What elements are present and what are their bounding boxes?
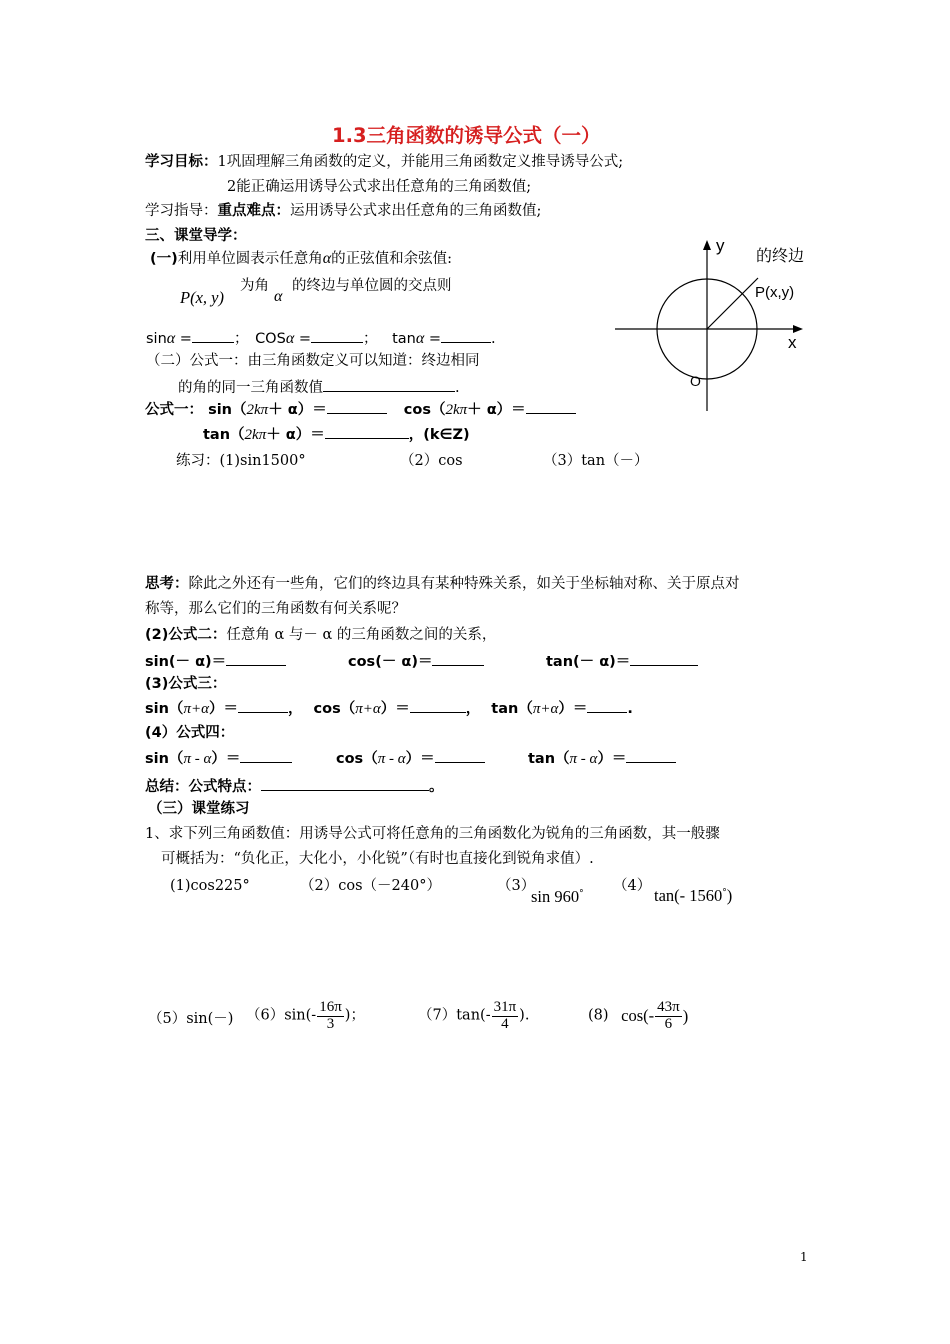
formula2-tan: tan(－ α)＝ [546, 652, 698, 671]
formula1-tan-blank [325, 425, 409, 439]
summary-line: 总结：公式特点： 。 [145, 779, 444, 795]
formula2-heading: (2)公式二：任意角 α 与－ α 的三角函数之间的关系， [145, 627, 497, 643]
origin-label: O [690, 373, 701, 389]
frac-43pi-6: $\frac{43\pi}{6}$ [657, 999, 680, 1032]
formula2-cos: cos(－ α)＝ [348, 652, 484, 671]
tan-blank [441, 329, 491, 343]
guide-label: 学习指导： [145, 203, 218, 219]
exercise-7: （7）tan(- $\frac{31\pi}{4}$ ). [418, 999, 530, 1032]
page-number: 1 [800, 1250, 808, 1264]
point-text-line [240, 278, 269, 295]
exercise-4: tan(- 1560°) [654, 886, 733, 905]
exercise-3: sin 960° [531, 887, 584, 906]
formula3-line: sin（π+α）＝ ， cos（π+α）＝ ， tan（π+α）＝ . [145, 701, 633, 717]
practice1-label: 练习：(1)sin1500° [176, 453, 306, 469]
practice1-item3: （3）tan（－） [543, 453, 649, 469]
point-text-b: 的终边与单位圆的交点则 [292, 278, 452, 294]
formula4-sin: sin（π - α）＝ [145, 749, 292, 768]
part3-heading: （三）课堂练习 [148, 801, 250, 817]
unit-circle-diagram [608, 234, 824, 416]
formula3-heading: (3)公式三： [145, 676, 227, 692]
terminal-side-label: 的终边 [756, 246, 805, 265]
part2-line-1: （二）公式一：由三角函数定义可以知道：终边相同 [146, 353, 480, 369]
alpha-symbol: α [322, 250, 332, 267]
exercise-6: （6）sin(- $\frac{16\pi}{3}$ )； [246, 999, 365, 1032]
formula1-sin-blank [327, 400, 387, 414]
part1-text-a: 利用单位圆表示任意角 [177, 251, 323, 267]
q1-line-1: 1、求下列三角函数值：用诱导公式可将任意角的三角函数化为锐角的三角函数，其一般骤 [145, 826, 720, 842]
sin-blank [192, 329, 234, 343]
formula1-cos-blank [526, 400, 576, 414]
alpha-symbol-2: α [274, 288, 283, 305]
goals-line-1 [145, 154, 623, 171]
point-text-a: 为角 [240, 278, 269, 294]
section-heading: 三、课堂导学： [145, 228, 247, 244]
formula4-tan: tan（π - α）＝ [528, 749, 676, 768]
part2-line-2: 的角的同一三角函数值 . [178, 380, 460, 396]
cos-blank [311, 329, 363, 343]
key-label: 重点难点： [217, 203, 290, 219]
y-axis-arrow-icon [703, 240, 711, 250]
trig-def-line: sinα = ； COSα = ； tanα = . [146, 330, 496, 347]
part1-label: (一) [150, 251, 178, 267]
page-title: 1.3三角函数的诱导公式（一） [332, 124, 601, 147]
guide-line [145, 203, 541, 220]
exercise-3-label: （3） [497, 878, 536, 894]
think-line-2: 称等，那么它们的三角函数有何关系呢？ [145, 601, 406, 617]
exercise-4-label: （4） [613, 878, 652, 894]
y-label: y [716, 236, 725, 255]
x-label: x [788, 333, 797, 352]
practice1-item2: （2）cos [400, 453, 463, 469]
formula2-sin: sin(－ α)＝ [145, 652, 286, 671]
part1-line [150, 249, 452, 268]
formula1-line-2: tan（2kπ＋ α）＝ ，(k∈Z) [203, 427, 470, 443]
key-text: 运用诱导公式求出任意角的三角函数值; [290, 203, 542, 219]
point-expr: P(x, y) [180, 288, 224, 307]
frac-16pi-3: $\frac{16\pi}{3}$ [319, 999, 342, 1032]
point-p-label: P(x,y) [755, 284, 795, 301]
exercise-5: （5）sin(－) [148, 1011, 234, 1027]
frac-31pi-4: $\frac{31\pi}{4}$ [493, 999, 517, 1032]
formula1-line-1: 公式一： sin（2kπ＋ α）＝ cos（2kπ＋ α）＝ [145, 400, 576, 419]
goals-item-1: 1巩固理解三角函数的定义，并能用三角函数定义推导诱导公式; [217, 154, 624, 170]
q1-line-2: 可概括为：“负化正，大化小，小化锐”（有时也直接化到锐角求值）. [161, 851, 594, 867]
think-line-1: 思考：除此之外还有一些角，它们的终边具有某种特殊关系，如关于坐标轴对称、关于原点对 [145, 576, 740, 592]
formula4-heading: (4）公式四： [145, 725, 235, 741]
goals-item-2: 2能正确运用诱导公式求出任意角的三角函数值; [227, 179, 532, 195]
exercise-1: (1)cos225° [170, 878, 250, 894]
exercise-2: （2）cos（－240°） [300, 878, 441, 894]
part2-blank [323, 378, 455, 392]
goals-label: 学习目标： [145, 154, 218, 170]
x-axis-arrow-icon [793, 325, 803, 333]
formula4-cos: cos（π - α）＝ [336, 749, 485, 768]
exercise-8: (8) cos(- $\frac{43\pi}{6}$ ) [588, 999, 689, 1032]
point-expression [180, 288, 224, 308]
part1-text-b: 的正弦值和余弦值: [331, 251, 453, 267]
